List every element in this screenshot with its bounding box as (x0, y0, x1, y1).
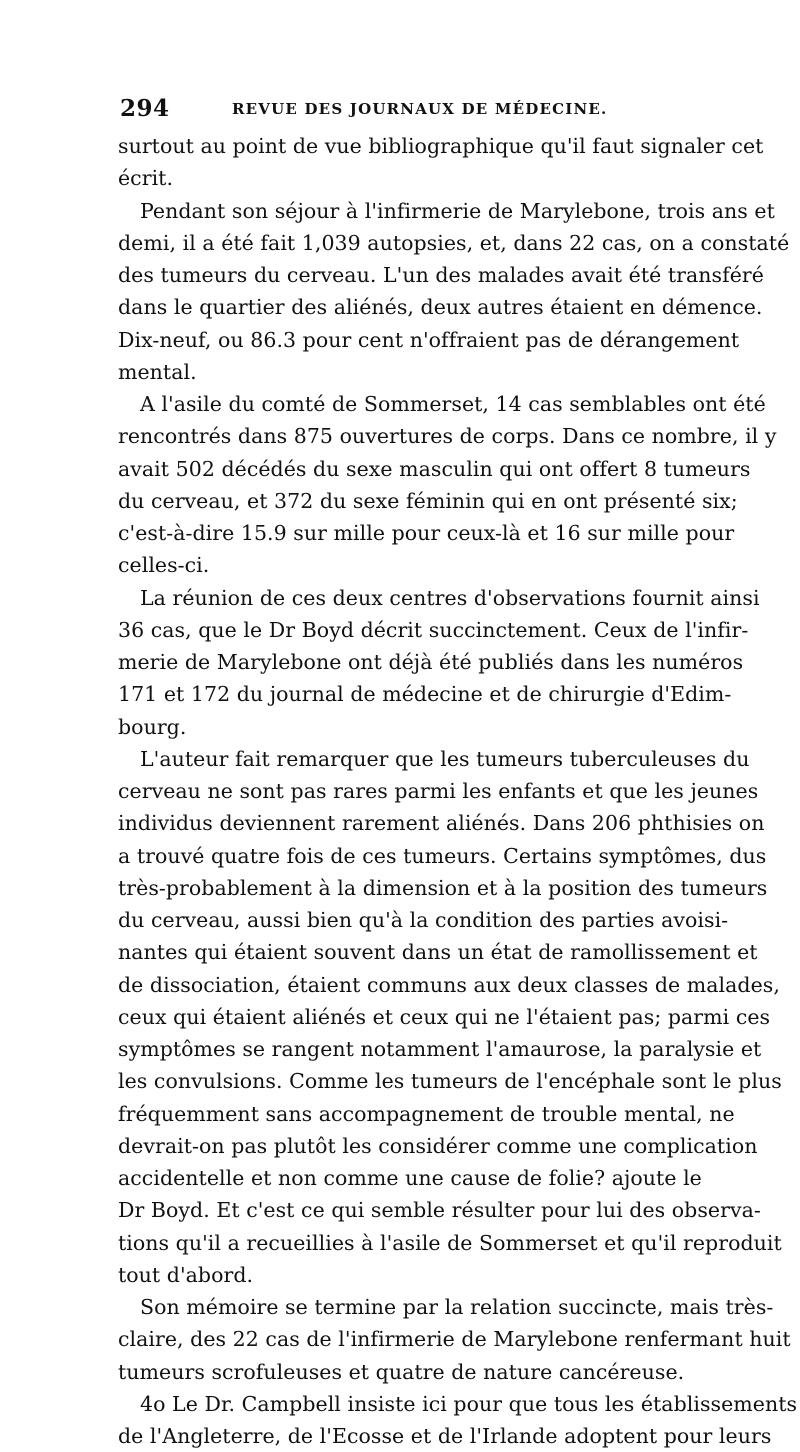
text-line: de dissociation, étaient communs aux deux classes de malades, (118, 972, 780, 997)
text-line: cerveau ne sont pas rares parmi les enfants et que les jeunes (118, 779, 759, 803)
text-line: c'est-à-dire 15.9 sur mille pour ceux-là et 16 sur mille pour (118, 521, 735, 545)
text-line: 36 cas, que le Dr Boyd décrit succinctement. Ceux de l'infir- (118, 617, 749, 642)
text-line: du cerveau, et 372 du sexe féminin qui en ont présenté six; (118, 488, 738, 513)
text-line: rencontrés dans 875 ouvertures de corps. Dans ce nombre, il y (118, 424, 777, 449)
paragraph (118, 130, 764, 195)
paragraph (118, 1388, 798, 1452)
text-line: bourg. (118, 714, 187, 739)
text-line: claire, des 22 cas de l'infirmerie de Marylebone renfermant huit (118, 1327, 791, 1352)
text-line: tout d'abord. (118, 1262, 254, 1287)
text-line: très-probablement à la dimension et à la position des tumeurs (118, 875, 768, 900)
text-line: surtout au point de vue bibliographique qu'il faut signaler cet (118, 134, 764, 158)
text-line: écrit. (118, 166, 174, 191)
paragraph (118, 388, 777, 582)
paragraph (118, 195, 790, 389)
text-line: merie de Marylebone ont déjà été publiés dans les numéros (118, 650, 744, 674)
text-line: 171 et 172 du journal de médecine et de chirurgie d'Edim- (118, 682, 732, 707)
page-header (120, 95, 685, 125)
text-line: mental. (118, 359, 197, 384)
text-line: Dix-neuf, ou 86.3 pour cent n'offraient pas de dérangement (118, 327, 740, 352)
text-line: les convulsions. Comme les tumeurs de l'encéphale sont le plus (118, 1069, 782, 1094)
text-line: accidentelle et non comme une cause de folie? ajoute le (118, 1166, 702, 1190)
paragraph (118, 743, 782, 1291)
text-line: nantes qui étaient souvent dans un état de ramollissement et (118, 940, 758, 965)
text-line: Son mémoire se termine par la relation succincte, mais très- (140, 1295, 774, 1319)
text-line: de l'Angleterre, de l'Ecosse et de l'Irlande adoptent pour leurs (118, 1424, 772, 1448)
text-line: A l'asile du comté de Sommerset, 14 cas semblables ont été (140, 392, 766, 416)
text-line: fréquemment sans accompagnement de trouble mental, ne (118, 1101, 735, 1126)
text-line: La réunion de ces deux centres d'observations fournit ainsi (140, 585, 760, 610)
text-line: 4o Le Dr. Campbell insiste ici pour que tous les établissements (140, 1391, 798, 1416)
running-title: REVUE DES JOURNAUX DE MÉDECINE. (232, 100, 608, 118)
text-line: celles-ci. (118, 553, 210, 578)
text-line: tions qu'il a recueillies à l'asile de Sommerset et qu'il reproduit (118, 1230, 782, 1255)
text-line: ceux qui étaient aliénés et ceux qui ne l'étaient pas; parmi ces (118, 1004, 771, 1029)
text-line: du cerveau, aussi bien qu'à la condition des parties avoisi- (118, 908, 729, 932)
text-line: des tumeurs du cerveau. L'un des malades avait été transféré (118, 263, 764, 287)
text-line: avait 502 décédés du sexe masculin qui ont offert 8 tumeurs (118, 456, 751, 481)
body-text (118, 130, 798, 1452)
page-number: 294 (120, 95, 170, 122)
text-line: symptômes se rangent notamment l'amaurose, la paralysie et (118, 1037, 762, 1061)
text-line: dans le quartier des aliénés, deux autres étaient en démence. (118, 295, 763, 320)
text-line: Pendant son séjour à l'infirmerie de Marylebone, trois ans et (140, 198, 775, 223)
text-line: demi, il a été fait 1,039 autopsies, et, dans 22 cas, on a constaté (118, 230, 790, 255)
text-line: L'auteur fait remarquer que les tumeurs tuberculeuses du (140, 746, 750, 771)
paragraph (118, 1291, 791, 1388)
text-line: Dr Boyd. Et c'est ce qui semble résulter pour lui des observa- (118, 1198, 761, 1223)
text-line: individus deviennent rarement aliénés. Dans 206 phthisies on (118, 811, 765, 836)
text-line: a trouvé quatre fois de ces tumeurs. Certains symptômes, dus (118, 843, 767, 868)
paragraph (118, 582, 760, 743)
text-line: tumeurs scrofuleuses et quatre de nature cancéreuse. (118, 1359, 685, 1384)
text-line: devrait-on pas plutôt les considérer comme une complication (118, 1133, 758, 1158)
